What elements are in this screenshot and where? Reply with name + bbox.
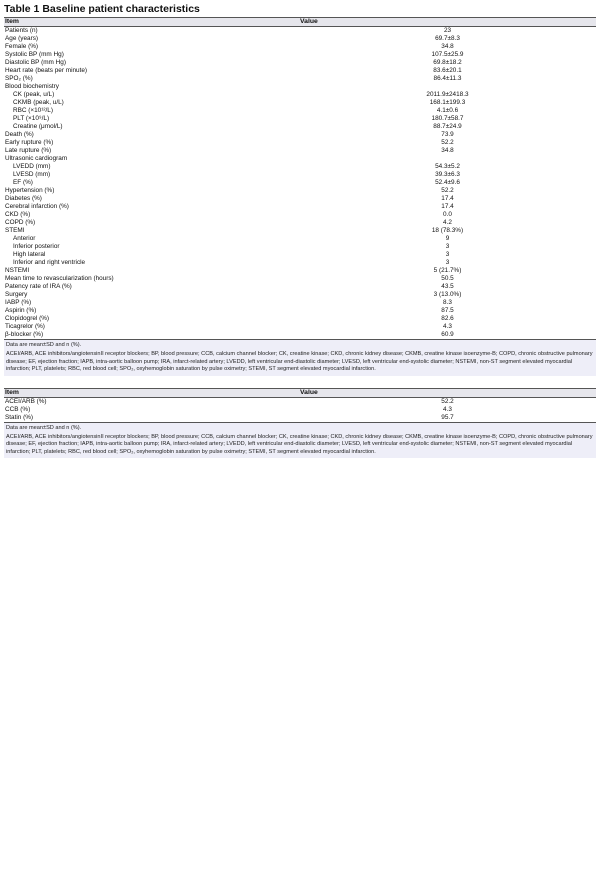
row-value: 3	[445, 251, 450, 258]
row-label: Diastolic BP (mm Hg)	[5, 59, 66, 66]
row-label: β-blocker (%)	[4, 331, 299, 340]
note-abbreviations: ACEI/ARB, ACE inhibitors/angiotensinII receptor blockers; BP, blood pressure; CCB, calcium channel blocker; CK, creatine kinase; CKD, chronic kidney disease; CKMB, creatine kinase isoenzyme-B; COPD, chronic obstructive pulmonary disease; EF, ejection fraction; IAPB, intra-aortic balloon pump; IRA, infarct-related artery; LVEDD, left ventricular end-diastolic diameter; LVESD, left ventricular end-systolic diameter; NSTEMI, non-ST segment elevated myocardial infarction; PLT, platelets; RBC, red blood cell; SPO₂, oxyhemoglobin saturation by pulse oximetry; STEMI, ST segment elevated myocardial infarction.	[6, 351, 593, 373]
table-row	[4, 195, 596, 203]
row-label: Inferior posterior	[13, 243, 60, 250]
table-row	[4, 147, 596, 155]
row-value: 69.8±18.2	[433, 59, 462, 66]
row-value: 4.3	[443, 405, 452, 413]
table-row	[4, 259, 596, 267]
table-row	[4, 163, 596, 171]
table-row	[4, 43, 596, 51]
header-item: Item	[4, 388, 299, 397]
table-row	[4, 307, 596, 315]
row-label: Early rupture (%)	[5, 139, 54, 146]
row-value: 17.4	[441, 203, 454, 210]
row-value: 82.6	[441, 315, 454, 322]
table-row	[4, 99, 596, 107]
row-value: 3 (13.0%)	[433, 291, 462, 298]
table-row	[4, 315, 596, 323]
row-label: CKD (%)	[5, 211, 31, 218]
table-row	[4, 331, 596, 340]
table-row	[4, 251, 596, 259]
row-value: 34.8	[441, 147, 454, 154]
table-row	[4, 203, 596, 211]
table-row	[4, 187, 596, 195]
table-row	[4, 123, 596, 131]
table-row	[4, 414, 596, 423]
table-notes	[4, 423, 596, 459]
table-row	[4, 299, 596, 307]
table-title: Table 1 Baseline patient characteristics	[4, 3, 200, 15]
row-value: 34.8	[441, 43, 454, 50]
row-label: Late rupture (%)	[5, 147, 52, 154]
table-row	[4, 27, 596, 36]
row-value: 3	[445, 243, 450, 250]
table-row	[4, 171, 596, 179]
table-header-row	[4, 388, 596, 397]
table-row	[4, 227, 596, 235]
row-value: 86.4±11.3	[433, 75, 462, 82]
row-value: 69.7±8.3	[435, 35, 460, 42]
header-value: Value	[299, 388, 596, 397]
row-value: 3	[445, 259, 450, 266]
row-value: 4.1±0.6	[436, 107, 459, 114]
row-value: 4.3	[443, 323, 452, 330]
table-row	[4, 275, 596, 283]
row-label: High lateral	[13, 251, 46, 258]
row-value: 60.9	[299, 331, 596, 340]
row-label: Diabetes (%)	[5, 195, 42, 202]
row-value: 54.3±5.2	[435, 163, 460, 170]
row-label: PLT (×10⁹/L)	[13, 115, 50, 122]
table-row	[4, 139, 596, 147]
row-label: Anterior	[13, 235, 36, 242]
table-row	[4, 83, 596, 91]
table-row	[4, 406, 596, 414]
row-label: STEMI	[5, 227, 25, 234]
header-item: Item	[4, 18, 299, 27]
row-label: Systolic BP (mm Hg)	[5, 51, 64, 58]
row-value: 95.7	[299, 414, 596, 423]
row-value: 5 (21.7%)	[433, 267, 462, 274]
row-value: 18 (78.3%)	[431, 227, 464, 234]
row-value	[299, 83, 596, 91]
row-value	[299, 155, 596, 163]
table-row	[4, 179, 596, 187]
row-label: Cerebral infarction (%)	[5, 203, 69, 210]
row-label: Blood biochemistry	[5, 83, 59, 90]
row-label: Statin (%)	[4, 414, 299, 423]
table-row	[4, 107, 596, 115]
table-header-row	[4, 18, 596, 27]
note-data-format: Data are mean±SD and n (%).	[6, 342, 82, 348]
note-data-format: Data are mean±SD and n (%).	[6, 424, 82, 431]
row-value: 52.2	[441, 397, 454, 405]
document-page	[4, 2, 596, 458]
table-row	[4, 235, 596, 243]
row-label: Clopidogrel (%)	[5, 315, 50, 322]
row-label: Inferior and right ventricle	[13, 259, 86, 266]
row-label: Hypertension (%)	[5, 187, 55, 194]
row-label: Death (%)	[5, 131, 34, 138]
row-label: Creatine (μmol/L)	[13, 123, 63, 130]
row-value: 39.3±6.3	[435, 171, 460, 178]
row-label: LVEDD (mm)	[13, 163, 51, 170]
table-body	[4, 397, 596, 422]
row-value: 43.5	[441, 283, 454, 290]
table-row	[4, 211, 596, 219]
row-value: 50.5	[441, 275, 454, 282]
row-label: Surgery	[5, 291, 28, 298]
table-row	[4, 397, 596, 406]
table-row	[4, 91, 596, 99]
table-row	[4, 131, 596, 139]
table-row	[4, 155, 596, 163]
table-1	[4, 17, 596, 376]
row-value: 9	[445, 235, 450, 242]
row-label: Mean time to revascularization (hours)	[5, 275, 114, 282]
row-label: CK (peak, u/L)	[13, 91, 55, 98]
table-2	[4, 388, 596, 459]
row-value: 168.1±199.3	[429, 99, 466, 106]
row-value: 52.2	[441, 187, 454, 194]
row-label: NSTEMI	[5, 267, 30, 274]
row-value: 180.7±58.7	[431, 115, 464, 122]
header-value: Value	[299, 18, 596, 27]
table-row	[4, 115, 596, 123]
row-label: Female (%)	[5, 43, 39, 50]
row-value: 8.3	[443, 299, 452, 306]
table-row	[4, 243, 596, 251]
table-row	[4, 219, 596, 227]
row-value: 4.2	[443, 219, 452, 226]
row-value: 2011.9±2418.3	[426, 91, 469, 98]
table-body	[4, 27, 596, 340]
row-value: 107.5±25.9	[431, 51, 464, 58]
row-value: 52.2	[441, 139, 454, 146]
row-label: IABP (%)	[5, 299, 32, 306]
table-row	[4, 283, 596, 291]
row-value: 52.4±9.6	[435, 179, 460, 186]
row-label: Age (years)	[5, 35, 39, 42]
table-row	[4, 267, 596, 275]
row-label: LVESD (mm)	[13, 171, 51, 178]
table-row	[4, 35, 596, 43]
medication-table	[4, 388, 596, 423]
row-value: 88.7±24.9	[433, 123, 462, 130]
row-label: CCB (%)	[5, 405, 31, 413]
baseline-table	[4, 17, 596, 340]
table-notes	[4, 340, 596, 376]
row-label: SPO₂ (%)	[5, 75, 33, 82]
row-value: 0.0	[443, 211, 452, 218]
row-value: 73.9	[441, 131, 454, 138]
row-value: 23	[443, 27, 452, 34]
row-label: EF (%)	[13, 179, 33, 186]
row-label: CKMB (peak, u/L)	[13, 99, 64, 106]
table-row	[4, 67, 596, 75]
row-label: Patients (n)	[5, 27, 38, 34]
row-value: 87.5	[441, 307, 454, 314]
row-value: 17.4	[441, 195, 454, 202]
table-row	[4, 323, 596, 331]
row-label: Patency rate of IRA (%)	[5, 283, 72, 290]
table-row	[4, 59, 596, 67]
note-abbreviations: ACEI/ARB, ACE inhibitors/angiotensinII receptor blockers; BP, blood pressure; CCB, calcium channel blocker; CK, creatine kinase; CKD, chronic kidney disease; CKMB, creatine kinase isoenzyme-B; COPD, chronic obstructive pulmonary disease; EF, ejection fraction; IAPB, intra-aortic balloon pump; IRA, infarct-related artery; LVEDD, left ventricular end-diastolic diameter; LVESD, left ventricular end-systolic diameter; NSTEMI, non-ST segment elevated myocardial infarction; PLT, platelets; RBC, red blood cell; SPO₂, oxyhemoglobin saturation by pulse oximetry; STEMI, ST segment elevated myocardial infarction.	[6, 434, 593, 455]
row-label: ACEI/ARB (%)	[5, 397, 47, 405]
row-label: Ultrasonic cardiogram	[5, 155, 68, 162]
row-value: 83.6±20.1	[433, 67, 462, 74]
row-label: Aspirin (%)	[5, 307, 37, 314]
row-label: Ticagrelor (%)	[5, 323, 45, 330]
row-label: COPD (%)	[5, 219, 36, 226]
row-label: Heart rate (beats per minute)	[5, 67, 88, 74]
row-label: RBC (×10¹²/L)	[13, 107, 53, 114]
table-row	[4, 51, 596, 59]
table-row	[4, 75, 596, 83]
table-row	[4, 291, 596, 299]
